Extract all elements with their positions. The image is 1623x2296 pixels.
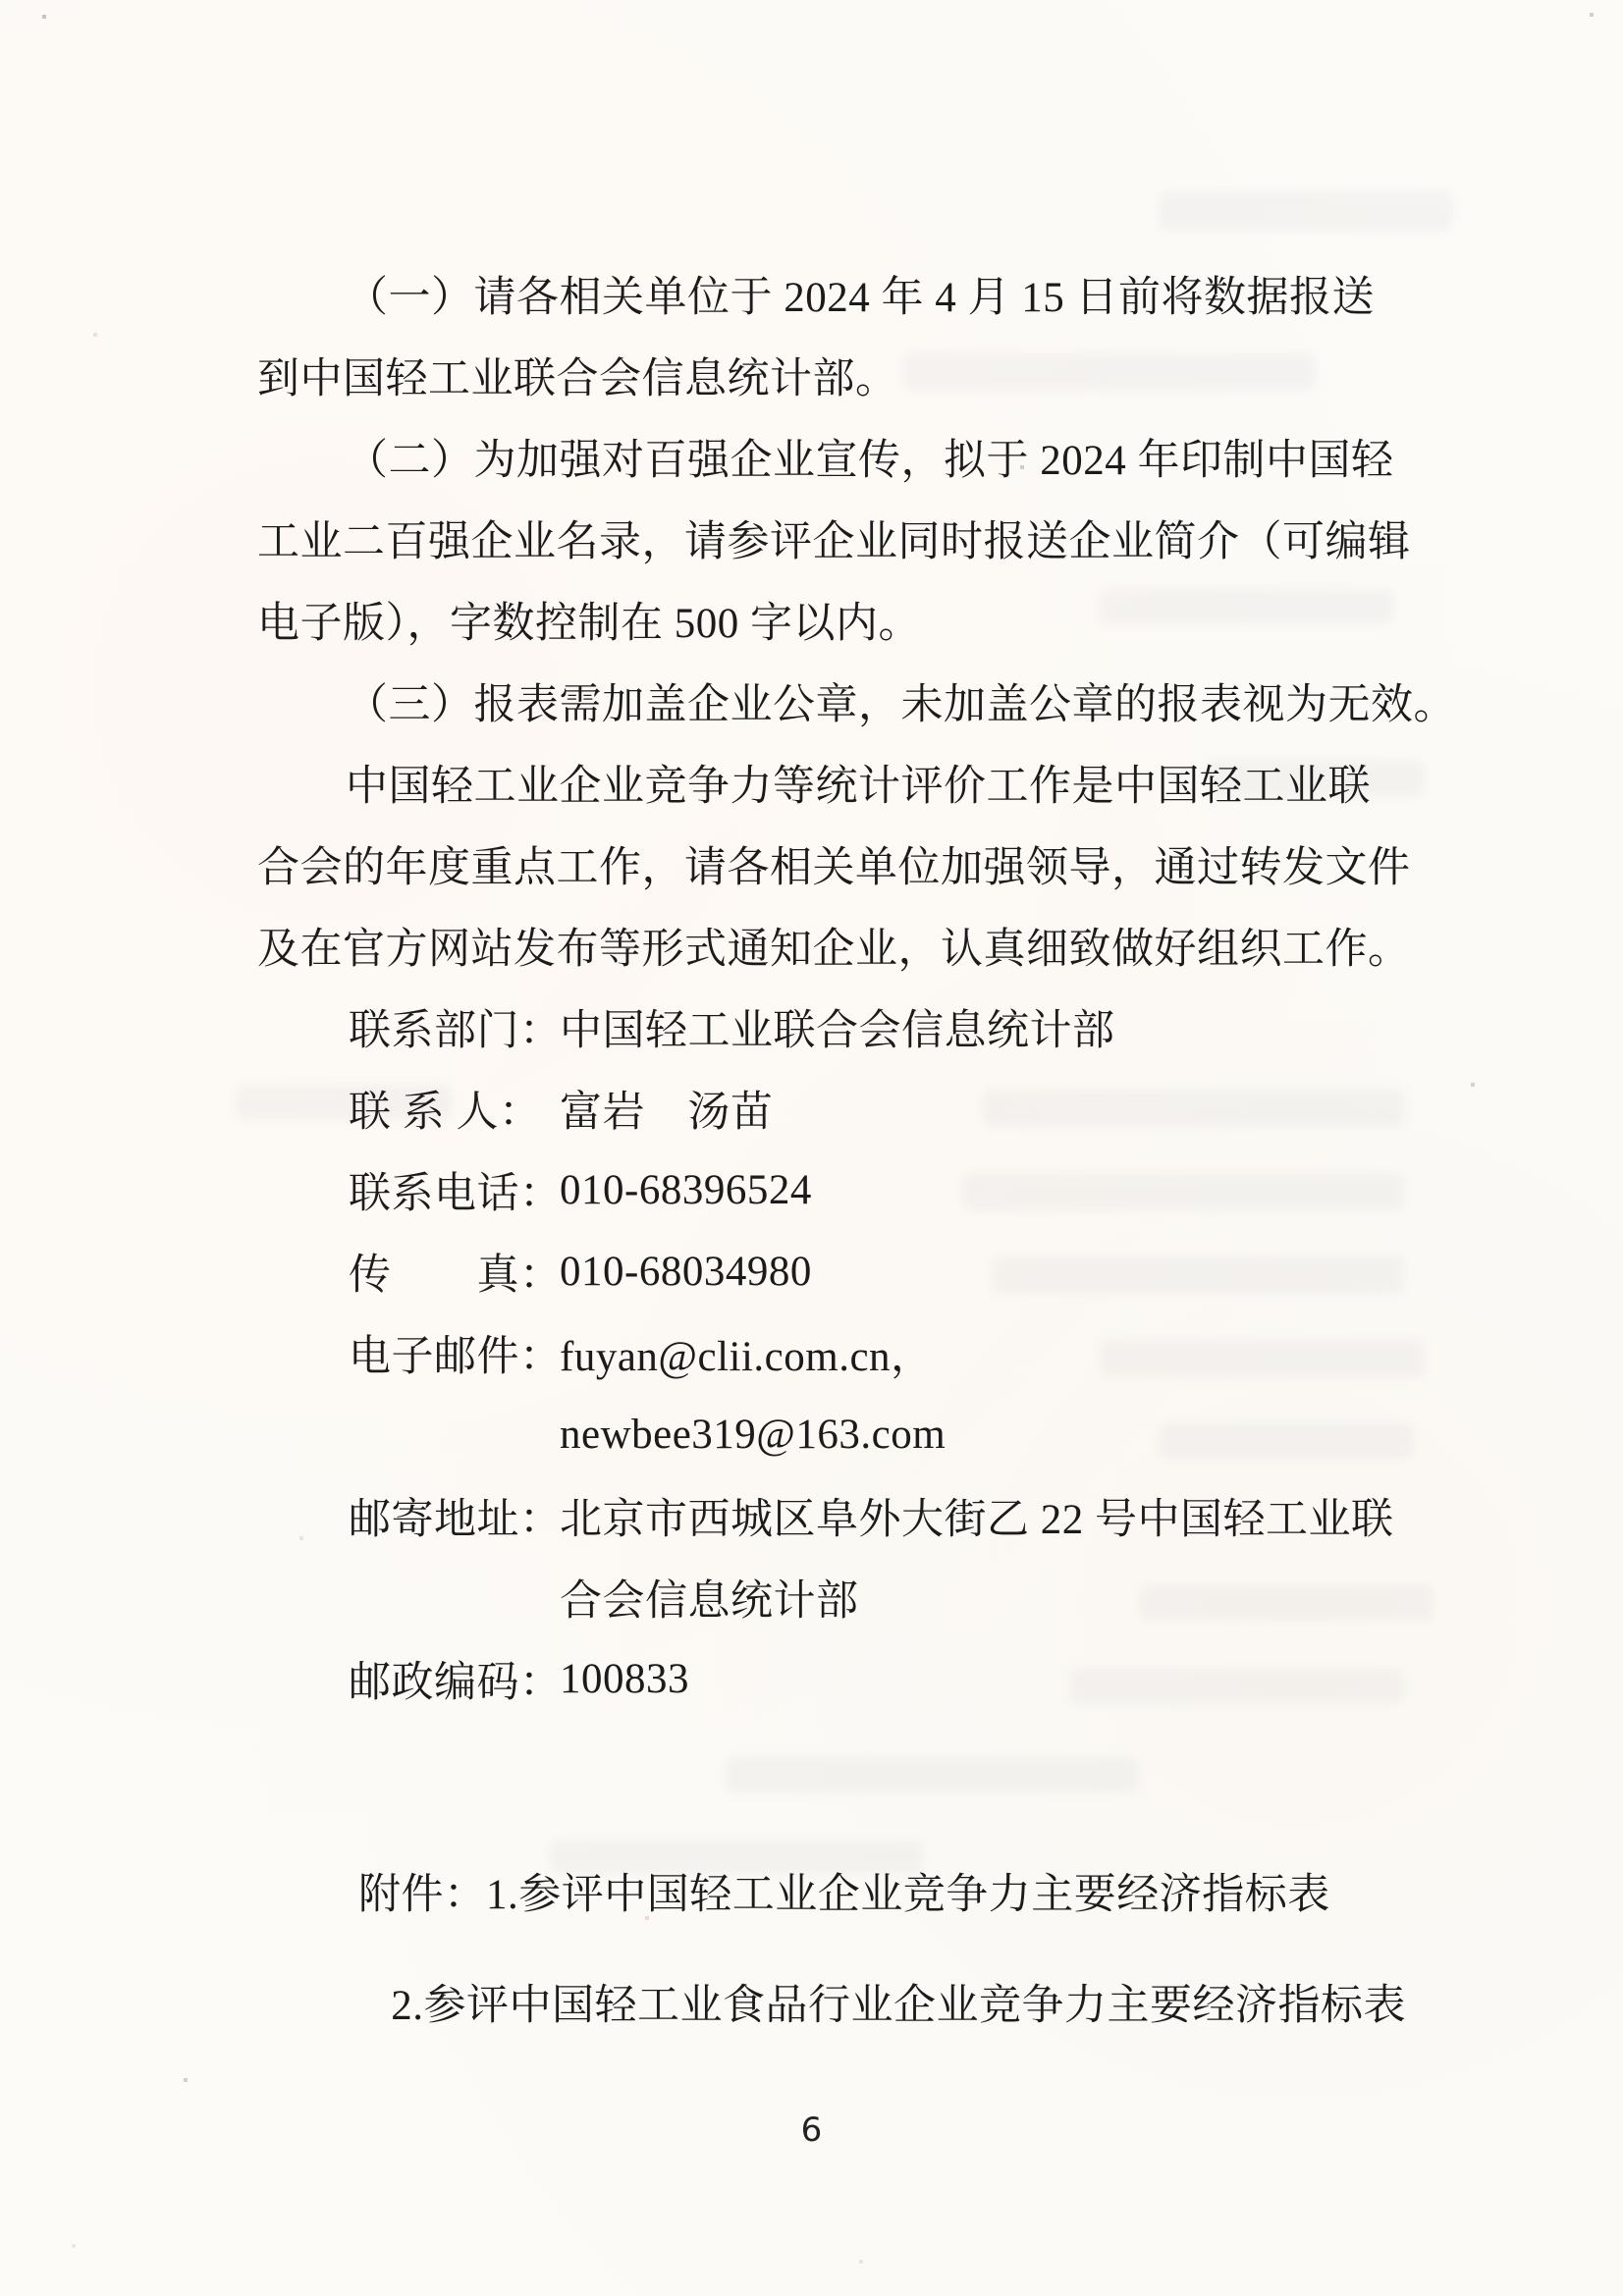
contact-label: 联系部门： xyxy=(349,1008,563,1054)
contact-label: 联 系 人： xyxy=(349,1090,542,1136)
contact-row-fax xyxy=(257,1231,1406,1312)
contact-row-email-2 xyxy=(257,1394,1406,1475)
contact-value: 010-68034980 xyxy=(560,1249,812,1295)
contact-row-phone xyxy=(257,1149,1406,1231)
attachments-row-2 xyxy=(257,1961,1406,2043)
body-line: 及在官方网站发布等形式通知企业，认真细致做好组织工作。 xyxy=(257,927,1411,973)
contact-value: newbee319@163.com xyxy=(560,1412,947,1458)
contact-row-address-2 xyxy=(257,1557,1406,1638)
scan-artifact xyxy=(1159,191,1453,231)
body-line: 合会的年度重点工作，请各相关单位加强领导，通过转发文件 xyxy=(257,845,1411,891)
contact-value: 中国轻工业联合会信息统计部 xyxy=(560,1008,1115,1054)
body-line: （一）请各相关单位于 2024 年 4 月 15 日前将数据报送 xyxy=(346,275,1375,321)
contact-row-postcode xyxy=(257,1638,1406,1720)
body-line: 中国轻工业企业竞争力等统计评价工作是中国轻工业联 xyxy=(346,764,1371,810)
attachments-row-1 xyxy=(257,1850,1406,1932)
contact-label: 邮寄地址： xyxy=(349,1497,563,1543)
document-body xyxy=(257,253,1456,2043)
page-number: 6 xyxy=(800,2110,823,2150)
attachment-item: 1.参评中国轻工业企业竞争力主要经济指标表 xyxy=(486,1872,1330,1918)
contact-row-email xyxy=(257,1312,1406,1394)
contact-value: 010-68396524 xyxy=(560,1167,812,1213)
body-line: （三）报表需加盖企业公章，未加盖公章的报表视为无效。 xyxy=(346,682,1456,728)
body-line: 电子版），字数控制在 500 字以内。 xyxy=(257,601,921,647)
contact-label: 邮政编码： xyxy=(349,1660,563,1706)
scan-speckles xyxy=(0,0,2,2)
body-line: 到中国轻工业联合会信息统计部。 xyxy=(257,356,898,402)
body-line: 工业二百强企业名录，请参评企业同时报送企业简介（可编辑 xyxy=(257,519,1411,565)
body-line: （二）为加强对百强企业宣传，拟于 2024 年印制中国轻 xyxy=(346,438,1394,484)
attachments-label: 附件： xyxy=(358,1872,487,1918)
contact-label: 电子邮件： xyxy=(349,1334,563,1380)
contact-value: 北京市西城区阜外大街乙 22 号中国轻工业联 xyxy=(560,1497,1394,1543)
contact-label: 传 真： xyxy=(349,1253,563,1299)
contact-row-department xyxy=(257,987,1406,1068)
contact-value: 富岩 汤苗 xyxy=(560,1090,774,1136)
contact-row-address xyxy=(257,1475,1406,1557)
contact-label: 联系电话： xyxy=(349,1171,563,1217)
attachment-item: 2.参评中国轻工业食品行业企业竞争力主要经济指标表 xyxy=(391,1983,1406,2029)
contact-value: fuyan@clii.com.cn， xyxy=(560,1334,934,1380)
contact-row-person xyxy=(257,1068,1406,1149)
contact-value: 合会信息统计部 xyxy=(560,1578,859,1625)
contact-value: 100833 xyxy=(560,1656,689,1702)
